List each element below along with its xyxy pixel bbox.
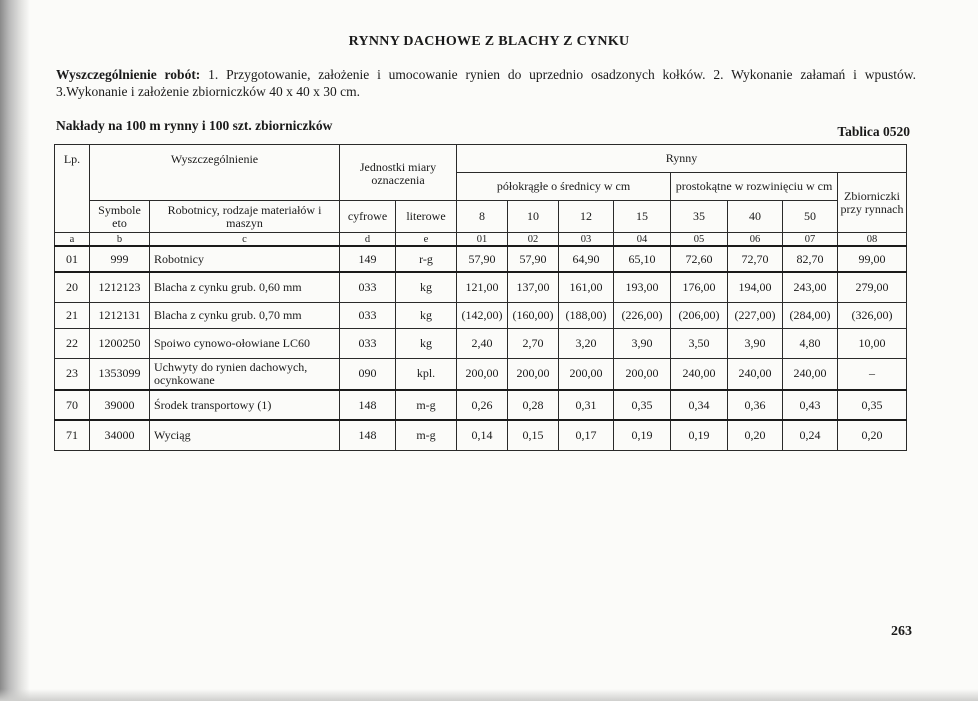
row-unit-code: 033: [340, 302, 396, 328]
row-value: 0,34: [671, 390, 728, 420]
row-value: 0,15: [508, 420, 559, 450]
row-unit-letter: r-g: [396, 246, 457, 272]
header-rynny: Rynny: [457, 145, 907, 173]
row-value: 4,80: [783, 328, 838, 358]
header-polokragle: półokrągłe o średnicy w cm: [457, 173, 671, 201]
row-value: 3,20: [559, 328, 614, 358]
row-value: 279,00: [838, 272, 907, 302]
header-symbole: Symbole eto: [90, 201, 150, 233]
header-cyfrowe: cyfrowe: [340, 201, 396, 233]
row-unit-code: 033: [340, 272, 396, 302]
row-symbol: 34000: [90, 420, 150, 450]
row-unit-letter: kg: [396, 302, 457, 328]
table-row: [55, 246, 907, 272]
row-value: 0,26: [457, 390, 508, 420]
norms-table: [54, 144, 907, 451]
column-letter: 01: [457, 233, 508, 247]
row-value: 137,00: [508, 272, 559, 302]
row-value: (188,00): [559, 302, 614, 328]
header-size: 10: [508, 201, 559, 233]
row-value: 176,00: [671, 272, 728, 302]
header-prostokatne: prostokątne w rozwinięciu w cm: [671, 173, 838, 201]
row-value: 2,70: [508, 328, 559, 358]
works-description-text: 1. Przygotowanie, założenie i umocowanie rynien do uprzednio osadzonych kołków. 2. Wykonanie załamań i wpustów. 3.Wykonanie i założenie zbiorniczków 40 x 40 x 30 cm.: [56, 67, 916, 99]
row-value: 194,00: [728, 272, 783, 302]
row-value: 72,60: [671, 246, 728, 272]
header-size: 8: [457, 201, 508, 233]
header-jednostki: Jednostki miary oznaczenia: [340, 145, 457, 201]
header-size: 35: [671, 201, 728, 233]
row-value: 0,19: [671, 420, 728, 450]
row-lp: 23: [55, 358, 90, 390]
header-robotnicy-rodzaje: Robotnicy, rodzaje materiałów i maszyn: [150, 201, 340, 233]
row-symbol: 1212131: [90, 302, 150, 328]
row-value: 200,00: [508, 358, 559, 390]
row-value: 0,35: [614, 390, 671, 420]
row-symbol: 39000: [90, 390, 150, 420]
row-value: 240,00: [671, 358, 728, 390]
header-zbiorniczki: Zbiorniczki przy rynnach: [838, 173, 907, 233]
row-value: 0,20: [838, 420, 907, 450]
column-letter: a: [55, 233, 90, 247]
row-name: Wyciąg: [150, 420, 340, 450]
header-size: 12: [559, 201, 614, 233]
header-wyszczegolnienie: Wyszczególnienie: [90, 145, 340, 201]
row-value: 0,28: [508, 390, 559, 420]
row-lp: 22: [55, 328, 90, 358]
column-letter: 02: [508, 233, 559, 247]
row-value: 0,43: [783, 390, 838, 420]
header-lp-blank: [55, 201, 90, 233]
row-unit-code: 149: [340, 246, 396, 272]
row-value: –: [838, 358, 907, 390]
works-description: [56, 66, 916, 100]
column-letter: d: [340, 233, 396, 247]
inputs-heading: Nakłady na 100 m rynny i 100 szt. zbiorniczków: [56, 118, 333, 133]
row-unit-code: 033: [340, 328, 396, 358]
row-value: 0,20: [728, 420, 783, 450]
row-value: 0,19: [614, 420, 671, 450]
page-number: 263: [891, 624, 912, 639]
works-description-label: Wyszczególnienie robót:: [56, 67, 201, 82]
table-row: [55, 420, 907, 450]
row-unit-letter: kpl.: [396, 358, 457, 390]
row-name: Blacha z cynku grub. 0,70 mm: [150, 302, 340, 328]
row-name: Robotnicy: [150, 246, 340, 272]
row-value: 64,90: [559, 246, 614, 272]
row-value: 3,90: [614, 328, 671, 358]
row-lp: 71: [55, 420, 90, 450]
row-value: (160,00): [508, 302, 559, 328]
row-value: 200,00: [457, 358, 508, 390]
row-value: 0,35: [838, 390, 907, 420]
row-value: 72,70: [728, 246, 783, 272]
row-value: 0,14: [457, 420, 508, 450]
row-value: 57,90: [508, 246, 559, 272]
column-letter: b: [90, 233, 150, 247]
row-value: 2,40: [457, 328, 508, 358]
row-lp: 20: [55, 272, 90, 302]
row-value: (226,00): [614, 302, 671, 328]
row-value: 65,10: [614, 246, 671, 272]
row-symbol: 1200250: [90, 328, 150, 358]
row-value: 243,00: [783, 272, 838, 302]
row-value: (284,00): [783, 302, 838, 328]
row-value: 0,36: [728, 390, 783, 420]
row-unit-letter: kg: [396, 328, 457, 358]
row-value: 200,00: [614, 358, 671, 390]
row-value: 240,00: [728, 358, 783, 390]
row-value: 3,90: [728, 328, 783, 358]
row-unit-letter: m-g: [396, 390, 457, 420]
header-size: 15: [614, 201, 671, 233]
row-value: 200,00: [559, 358, 614, 390]
row-lp: 01: [55, 246, 90, 272]
row-symbol: 999: [90, 246, 150, 272]
header-size: 40: [728, 201, 783, 233]
row-name: Uchwyty do rynien dachowych, ocynkowane: [150, 358, 340, 390]
column-letter: 04: [614, 233, 671, 247]
row-value: (206,00): [671, 302, 728, 328]
table-row: [55, 390, 907, 420]
row-value: 82,70: [783, 246, 838, 272]
column-letter: e: [396, 233, 457, 247]
row-value: (142,00): [457, 302, 508, 328]
table-number: Tablica 0520: [837, 124, 910, 139]
row-value: 0,31: [559, 390, 614, 420]
row-value: 161,00: [559, 272, 614, 302]
row-value: (227,00): [728, 302, 783, 328]
row-lp: 70: [55, 390, 90, 420]
header-size: 50: [783, 201, 838, 233]
row-value: 3,50: [671, 328, 728, 358]
row-symbol: 1353099: [90, 358, 150, 390]
row-value: 10,00: [838, 328, 907, 358]
column-letters-row: [55, 233, 907, 247]
column-letter: c: [150, 233, 340, 247]
row-value: 99,00: [838, 246, 907, 272]
row-unit-letter: kg: [396, 272, 457, 302]
row-name: Środek transportowy (1): [150, 390, 340, 420]
column-letter: 05: [671, 233, 728, 247]
header-literowe: literowe: [396, 201, 457, 233]
row-unit-letter: m-g: [396, 420, 457, 450]
column-letter: 07: [783, 233, 838, 247]
row-name: Blacha z cynku grub. 0,60 mm: [150, 272, 340, 302]
book-gutter-shadow: [0, 0, 30, 701]
row-value: 57,90: [457, 246, 508, 272]
header-lp: Lp.: [55, 145, 90, 201]
row-value: 121,00: [457, 272, 508, 302]
column-letter: 03: [559, 233, 614, 247]
row-name: Spoiwo cynowo-ołowiane LC60: [150, 328, 340, 358]
row-unit-code: 148: [340, 390, 396, 420]
row-lp: 21: [55, 302, 90, 328]
page-title: RYNNY DACHOWE Z BLACHY Z CYNKU: [348, 34, 630, 49]
page-bottom-shadow: [0, 689, 978, 701]
table-row: [55, 302, 907, 328]
row-value: 193,00: [614, 272, 671, 302]
row-symbol: 1212123: [90, 272, 150, 302]
table-row: [55, 272, 907, 302]
row-value: 0,17: [559, 420, 614, 450]
table-row: [55, 358, 907, 390]
column-letter: 08: [838, 233, 907, 247]
table-row: [55, 328, 907, 358]
row-value: 240,00: [783, 358, 838, 390]
row-unit-code: 090: [340, 358, 396, 390]
column-letter: 06: [728, 233, 783, 247]
row-value: (326,00): [838, 302, 907, 328]
row-unit-code: 148: [340, 420, 396, 450]
row-value: 0,24: [783, 420, 838, 450]
